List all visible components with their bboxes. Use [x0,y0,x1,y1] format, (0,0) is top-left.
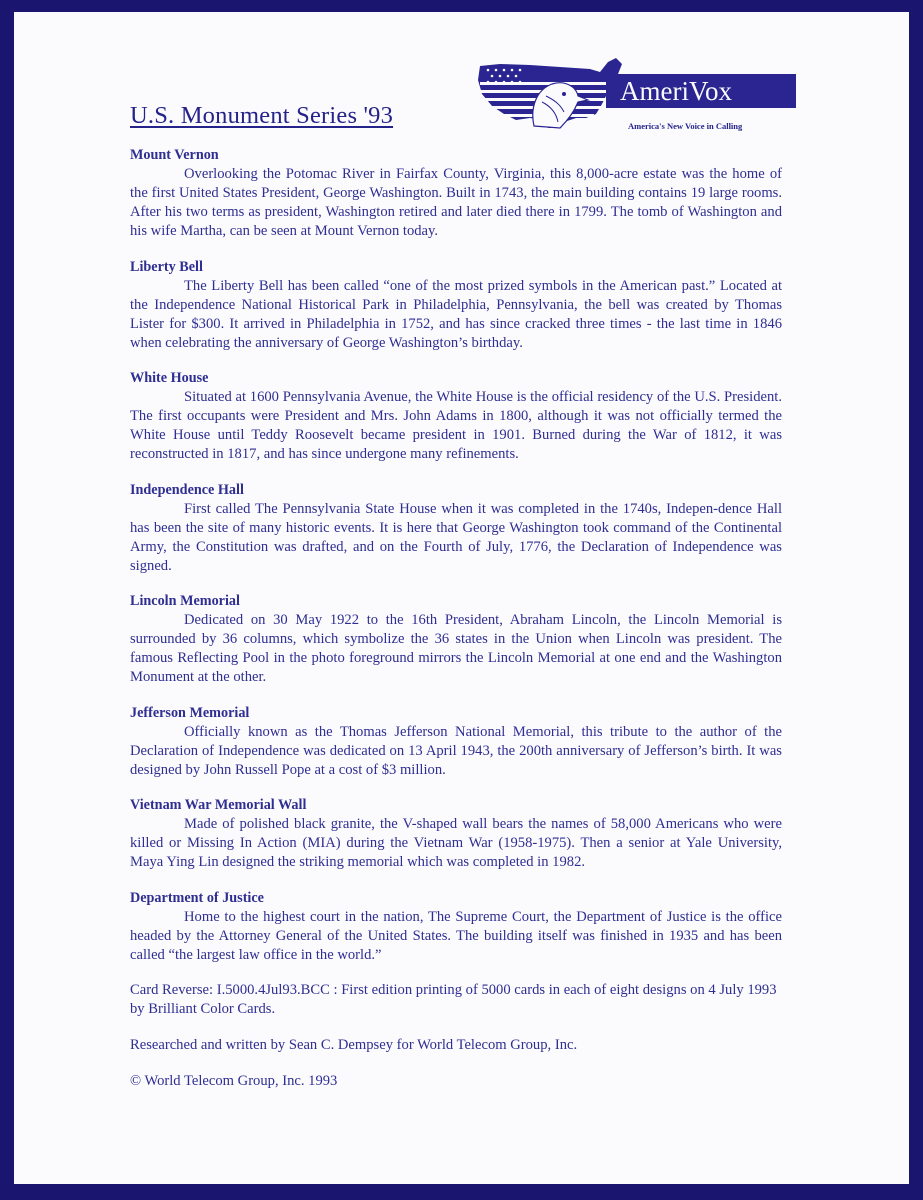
section-body: Overlooking the Potomac River in Fairfax County, Virginia, this 8,000-acre estate was the home of the first United States President, George Washington. Built in 1743, the main building contains 19 large rooms. After his two terms as president, Washington retired and later died there in 1799. The tomb of Washington and his wife Martha, can be seen at Mount Vernon today. [130,166,782,239]
copyright: © World Telecom Group, Inc. 1993 [130,1073,338,1089]
author-credit: Researched and written by Sean C. Dempsey for World Telecom Group, Inc. [130,1037,578,1053]
section-body: Home to the highest court in the nation, The Supreme Court, the Department of Justice is the office headed by the Attorney General of the United States. The building itself was finished in 1935 and has been called “the largest law office in the world.” [130,908,782,963]
brand-name: AmeriVox [620,76,732,106]
section-jefferson-memorial [130,704,782,780]
brand-tagline: America's New Voice in Calling [628,121,743,131]
section-body: The Liberty Bell has been called “one of the most prized symbols in the American past.” Located at the Independence National Historical Park in Philadelphia, Pennsylvania, the bell was created by Thomas Lister for $300. It arrived in Philadelphia in 1752, and has since cracked three times - the last time in 1846 when celebrating the anniversary of George Washington’s birthday. [130,277,782,351]
section-heading: Independence Hall [130,481,244,498]
section-body: Made of polished black granite, the V-shaped wall bears the names of 58,000 Americans who were killed or Missing In Action (MIA) during the Vietnam War (1958-1975). Then a senior at Yale University, Maya Ying Lin designed the striking memorial which was completed in 1982. [130,816,782,870]
card-reverse-note: Card Reverse: I.5000.4Jul93.BCC : First edition printing of 5000 cards in each of eight designs on 4 July 1993 by Brilliant Color Cards. [130,982,777,1017]
footer [130,981,782,1091]
section-lincoln-memorial [130,592,782,687]
section-heading: White House [130,370,209,386]
section-heading: Department of Justice [130,889,264,906]
section-mount-vernon [130,146,782,241]
section-liberty-bell [130,258,782,353]
section-heading: Liberty Bell [130,258,203,275]
section-body: First called The Pennsylvania State House when it was completed in the 1740s, Indepen-dence Hall has been the site of many historic events. It is here that George Washington took command of the Continental Army, the Constitution was drafted, and on the Fourth of July, 1776, the Declaration of Independence was signed. [130,500,782,574]
document-page [14,12,909,1184]
section-department-of-justice [130,889,782,965]
section-vietnam-memorial [130,796,782,872]
section-independence-hall [130,481,782,576]
section-body: Situated at 1600 Pennsylvania Avenue, the White House is the official residency of the U.S. President. The first occupants were President and Mrs. John Adams in 1800, although it was not officially termed the White House until Teddy Roosevelt became president in 1901. Burned during the War of 1812, it was reconstructed in 1817, and has since undergone many refinements. [130,389,782,462]
page-title: U.S. Monument Series '93 [130,102,394,129]
section-heading: Lincoln Memorial [130,593,240,609]
amerivox-logo [460,52,796,132]
section-white-house [130,369,782,464]
section-heading: Jefferson Memorial [130,704,250,721]
section-body: Officially known as the Thomas Jefferson National Memorial, this tribute to the author of the Declaration of Independence was dedicated on 13 April 1943, the 200th anniversary of Jefferson’s birth. It was designed by John Russell Pope at a cost of $3 million. [130,723,782,778]
section-heading: Mount Vernon [130,147,219,163]
monument-list [130,146,782,1108]
section-body: Dedicated on 30 May 1922 to the 16th President, Abraham Lincoln, the Lincoln Memorial is surrounded by 36 columns, which symbolize the 36 states in the Union when Lincoln was president. The famous Reflecting Pool in the photo foreground mirrors the Lincoln Memorial at one end and the Washington Monument at the other. [130,612,782,685]
section-heading: Vietnam War Memorial Wall [130,797,307,813]
